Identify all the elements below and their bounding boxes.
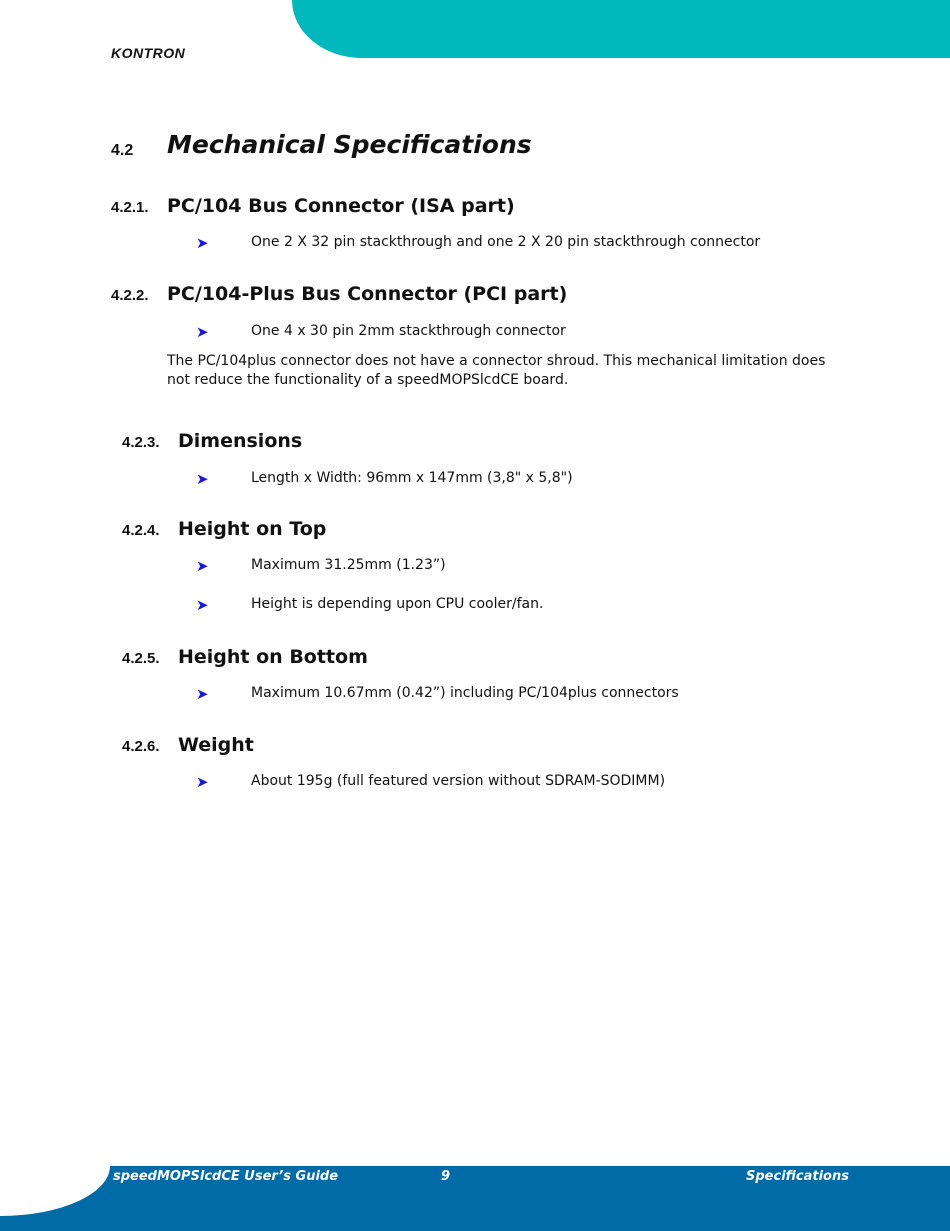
subsection-number: 4.2.6. bbox=[122, 738, 160, 755]
subsection-number: 4.2.2. bbox=[111, 287, 149, 304]
chevron-right-icon: ➤ bbox=[196, 557, 209, 575]
subsection-title: PC/104-Plus Bus Connector (PCI part) bbox=[167, 283, 568, 305]
subsection-title: PC/104 Bus Connector (ISA part) bbox=[167, 195, 515, 217]
subsection-title: Dimensions bbox=[178, 430, 303, 452]
company-brand: KONTRON bbox=[111, 45, 186, 61]
chevron-right-icon: ➤ bbox=[196, 685, 209, 703]
footer-page-number: 9 bbox=[441, 1169, 451, 1184]
subsection-number: 4.2.5. bbox=[122, 650, 160, 667]
subsection-number: 4.2.1. bbox=[111, 199, 149, 216]
subsection-title: Height on Top bbox=[178, 518, 327, 540]
chevron-right-icon: ➤ bbox=[196, 323, 209, 341]
subsection-number: 4.2.3. bbox=[122, 434, 160, 451]
footer-chapter: Specifications bbox=[746, 1169, 849, 1184]
chevron-right-icon: ➤ bbox=[196, 596, 209, 614]
section-number: 4.2 bbox=[111, 142, 134, 159]
list-item-text: About 195g (full featured version without SDRAM-SODIMM) bbox=[251, 773, 666, 789]
connector-note-paragraph: The PC/104plus connector does not have a connector shroud. This mechanical limitation does not reduce the functionality of a speedMOPSlcdCE board. bbox=[167, 353, 826, 388]
chevron-right-icon: ➤ bbox=[196, 773, 209, 791]
section-title: Mechanical Specifications bbox=[167, 130, 532, 159]
footer-doc-title: speedMOPSlcdCE User’s Guide bbox=[113, 1169, 339, 1184]
list-item-text: One 4 x 30 pin 2mm stackthrough connector bbox=[251, 323, 566, 339]
list-item-text: Maximum 10.67mm (0.42”) including PC/104plus connectors bbox=[251, 685, 679, 701]
chevron-right-icon: ➤ bbox=[196, 470, 209, 488]
chevron-right-icon: ➤ bbox=[196, 234, 209, 252]
subsection-title: Weight bbox=[178, 734, 254, 756]
list-item-text: Length x Width: 96mm x 147mm (3,8" x 5,8") bbox=[251, 470, 573, 486]
list-item-text: Height is depending upon CPU cooler/fan. bbox=[251, 596, 544, 612]
subsection-title: Height on Bottom bbox=[178, 646, 368, 668]
list-item-text: One 2 X 32 pin stackthrough and one 2 X 20 pin stackthrough connector bbox=[251, 234, 761, 250]
list-item-text: Maximum 31.25mm (1.23”) bbox=[251, 557, 446, 573]
header-decoration bbox=[292, 0, 950, 58]
subsection-number: 4.2.4. bbox=[122, 522, 160, 539]
